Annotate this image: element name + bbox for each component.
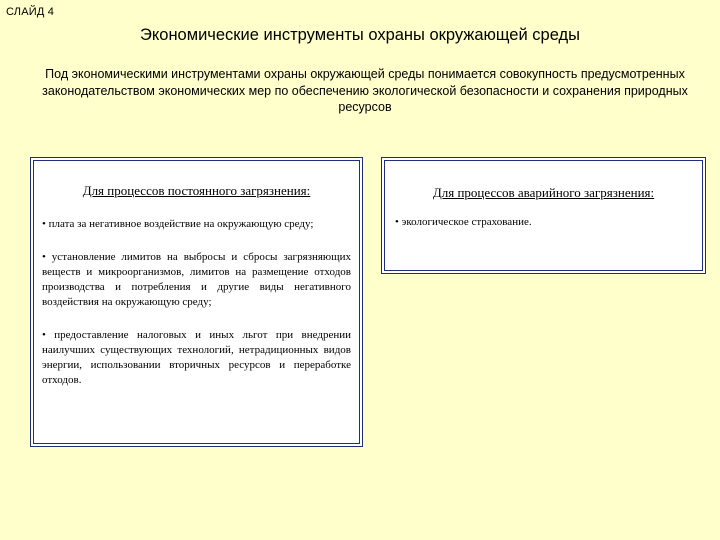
list-item: • экологическое страхование. [395,216,532,228]
permanent-pollution-box [33,160,360,444]
permanent-pollution-list [42,217,351,388]
emergency-pollution-list [395,215,692,230]
slide-label: СЛАЙД 4 [6,6,55,18]
list-item: • плата за негативное воздействие на окружающую среду; [42,218,314,230]
emergency-pollution-box [384,160,703,271]
list-item: • предоставление налоговых и иных льгот при внедрении наилучших существующих технологий, нетрадиционных видов энергии, использовании вторичных ресурсов и переработке отходов. [42,329,351,386]
permanent-pollution-heading: Для процессов постоянного загрязнения: [82,183,311,198]
list-item: • установление лимитов на выбросы и сбросы загрязняющих веществ и микроорганизмов, лимитов на размещение отходов производства и потребления и другие виды негативного воздействия на окружающую среду; [42,251,351,308]
emergency-pollution-heading: Для процессов аварийного загрязнения: [432,185,655,200]
intro-text: Под экономическими инструментами охраны окружающей среды понимается совокупность предусмотренных законодательством экономических мер по обеспечению экологической безопасности и сохранения природных ресурсов [42,67,688,114]
slide-title: Экономические инструменты охраны окружающей среды [140,26,580,44]
